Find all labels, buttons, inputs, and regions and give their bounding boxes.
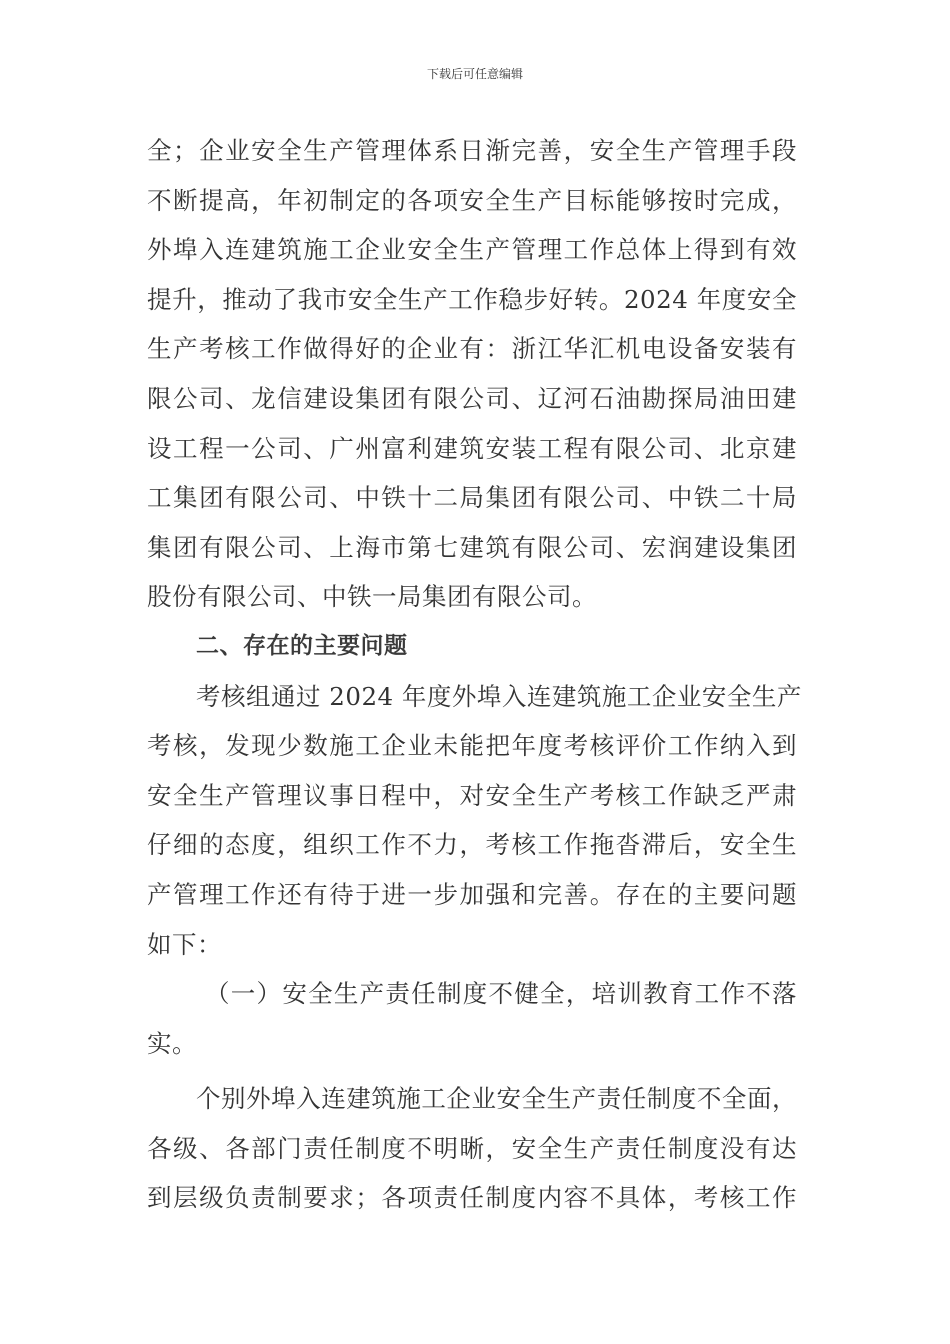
text-line: （一）安全生产责任制度不健全，培训教育工作不落 <box>205 979 797 1009</box>
text-line: 个别外埠入连建筑施工企业安全生产责任制度不全面， <box>196 1084 797 1114</box>
text-line: 考核组通过 2024 年度外埠入连建筑施工企业安全生产 <box>196 681 802 711</box>
text-line: 如下： <box>147 929 222 959</box>
text-line: 全；企业安全生产管理体系日渐完善，安全生产管理手段 <box>147 136 797 165</box>
text-line: 不断提高，年初制定的各项安全生产目标能够按时完成， <box>147 185 797 215</box>
paragraph-2 <box>147 672 802 970</box>
page-header: 下载后可任意编辑 <box>426 67 523 81</box>
paragraph-1 <box>147 126 797 622</box>
text-line: 实。 <box>147 1028 197 1058</box>
document-body <box>147 126 802 1223</box>
text-line: 集团有限公司、上海市第七建筑有限公司、宏润建设集团 <box>147 532 797 562</box>
text-line: 限公司、龙信建设集团有限公司、辽河石油勘探局油田建 <box>147 383 797 413</box>
text-line: 设工程一公司、广州富利建筑安装工程有限公司、北京建 <box>147 433 797 463</box>
subsection-heading <box>147 969 797 1068</box>
text-line: 生产考核工作做得好的企业有：浙江华汇机电设备安装有 <box>147 334 797 364</box>
text-line: 工集团有限公司、中铁十二局集团有限公司、中铁二十局 <box>147 483 797 513</box>
text-line: 安全生产管理议事日程中，对安全生产考核工作缺乏严肃 <box>147 780 797 810</box>
text-line: 股份有限公司、中铁一局集团有限公司。 <box>147 582 597 612</box>
text-line: 到层级负责制要求；各项责任制度内容不具体，考核工作 <box>147 1183 797 1213</box>
text-line: 考核，发现少数施工企业未能把年度考核评价工作纳入到 <box>147 731 797 761</box>
text-line: 各级、各部门责任制度不明晰，安全生产责任制度没有达 <box>147 1133 797 1163</box>
text-line: 产管理工作还有待于进一步加强和完善。存在的主要问题 <box>147 879 797 909</box>
text-line: 提升，推动了我市安全生产工作稳步好转。2024 年度安全 <box>147 284 797 314</box>
paragraph-3 <box>147 1074 797 1223</box>
text-line: 仔细的态度，组织工作不力，考核工作拖沓滞后，安全生 <box>147 830 797 860</box>
text-line: 外埠入连建筑施工企业安全生产管理工作总体上得到有效 <box>147 235 797 265</box>
section-heading: 二、存在的主要问题 <box>196 632 408 659</box>
